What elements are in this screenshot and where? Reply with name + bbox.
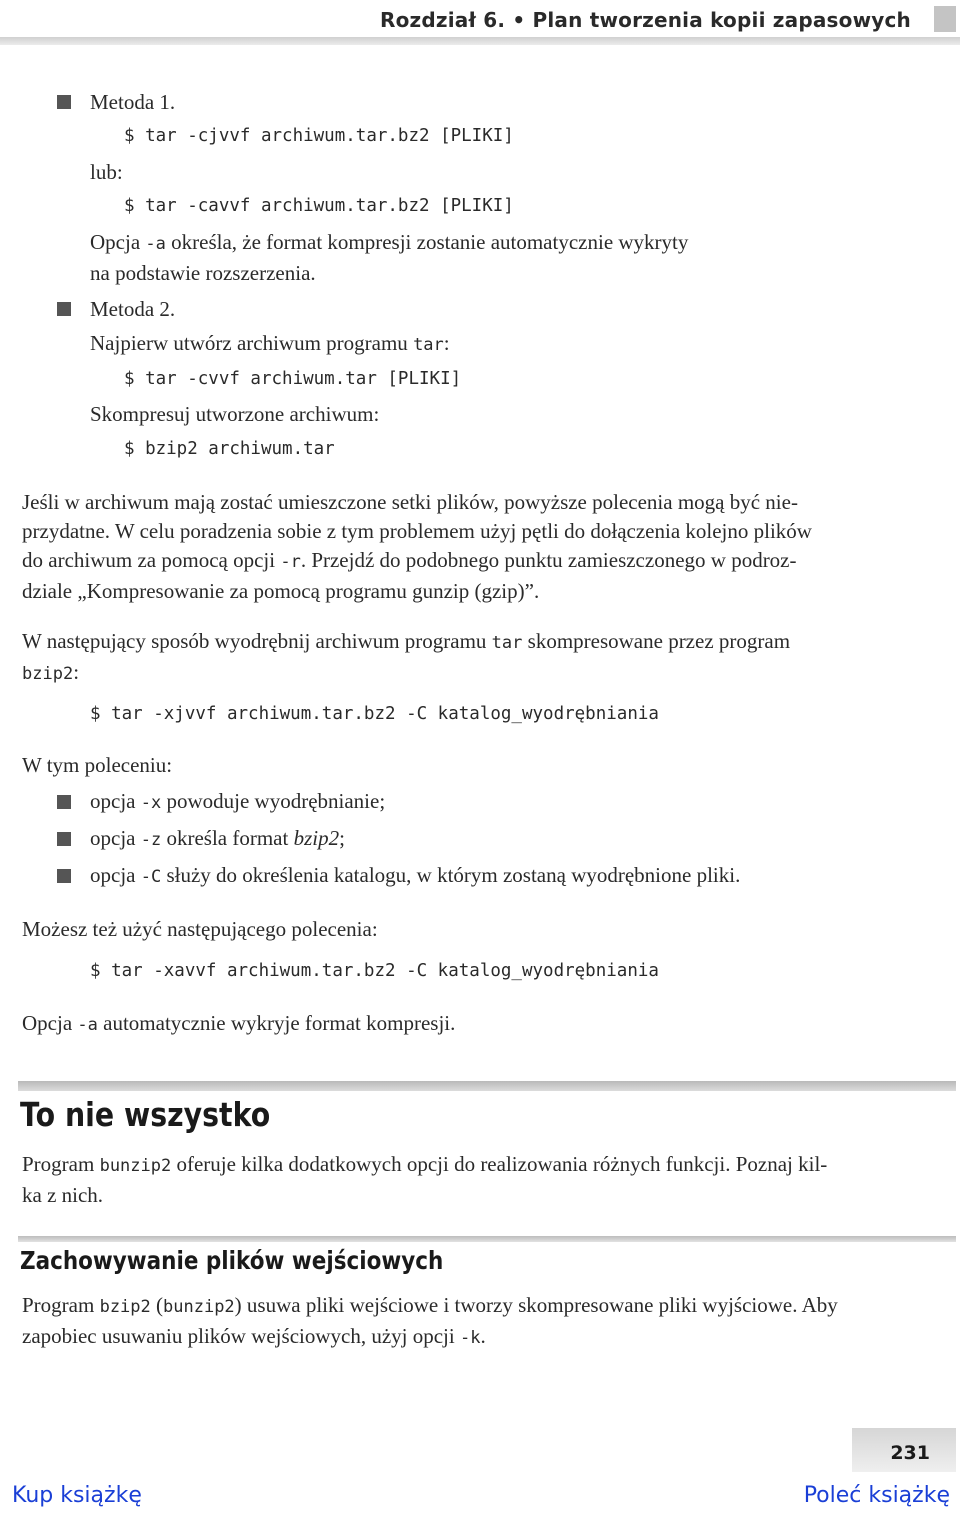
method2-label: Metoda 2. bbox=[90, 297, 176, 321]
text: na podstawie rozszerzenia. bbox=[90, 261, 316, 285]
bullet-square-icon bbox=[57, 832, 71, 846]
text: skompresowane przez program bbox=[522, 629, 791, 653]
subsection-paragraph bbox=[22, 1291, 954, 1353]
method1-command-b: $ tar -cavvf archiwum.tar.bz2 [PLIKI] bbox=[124, 196, 514, 216]
text: dziale „Kompresowanie za pomocą programu gunzip (gzip)”. bbox=[22, 579, 540, 603]
header-tab-marker bbox=[934, 6, 956, 32]
method1-label-text: Metoda 1. bbox=[90, 90, 176, 114]
program-code: bunzip2 bbox=[163, 1297, 235, 1317]
text: Najpierw utwórz archiwum programu bbox=[90, 331, 414, 355]
section-rule bbox=[18, 1081, 956, 1091]
text: Program bbox=[22, 1293, 100, 1317]
text: opcja bbox=[90, 863, 141, 887]
paragraph-extract bbox=[22, 627, 954, 689]
text: oferuje kilka dodatkowych opcji do realizowania różnych funkcji. Poznaj kil- bbox=[171, 1152, 828, 1176]
method1-note bbox=[90, 228, 688, 288]
format-name: bzip2 bbox=[293, 826, 340, 850]
text: . bbox=[480, 1324, 486, 1348]
option-code: -C bbox=[140, 867, 162, 887]
text: powoduje wyodrębnianie; bbox=[161, 789, 386, 813]
running-header bbox=[0, 0, 960, 46]
program-code: tar bbox=[491, 633, 523, 653]
text: . Przejdź do podobnego punktu zamieszczonego w podroz- bbox=[300, 548, 797, 572]
option-code: -a bbox=[145, 234, 166, 254]
alt-command-intro: Możesz też użyć następującego polecenia: bbox=[22, 917, 378, 941]
extract-command: $ tar -xjvvf archiwum.tar.bz2 -C katalog_wyodrębniania bbox=[90, 704, 659, 724]
recommend-book-link[interactable]: Poleć książkę bbox=[803, 1483, 950, 1508]
text: przydatne. W celu poradzenia sobie z tym problemem użyj pętli do dołączenia kolejno plików bbox=[22, 519, 812, 543]
method2-command-b: $ bzip2 archiwum.tar bbox=[124, 439, 335, 459]
text: określa format bbox=[161, 826, 294, 850]
bullet-square-icon bbox=[57, 869, 71, 883]
subsection-heading: Zachowywanie plików wejściowych bbox=[20, 1246, 444, 1275]
options-intro: W tym poleceniu: bbox=[22, 753, 173, 777]
subsection-rule bbox=[18, 1236, 956, 1242]
alt-extract-command: $ tar -xavvf archiwum.tar.bz2 -C katalog_wyodrębniania bbox=[90, 961, 659, 981]
section-heading: To nie wszystko bbox=[20, 1095, 271, 1134]
text: do archiwum za pomocą opcji bbox=[22, 548, 281, 572]
option-code: -r bbox=[280, 552, 301, 572]
chapter-title: Rozdział 6. • Plan tworzenia kopii zapasowych bbox=[379, 8, 911, 32]
method2-step2: Skompresuj utworzone archiwum: bbox=[90, 402, 380, 426]
option-c-item bbox=[90, 861, 740, 892]
buy-book-link[interactable]: Kup książkę bbox=[12, 1483, 142, 1508]
program-code: bunzip2 bbox=[99, 1156, 172, 1176]
option-code: -a bbox=[77, 1015, 98, 1035]
text: ka z nich. bbox=[22, 1183, 104, 1207]
bullet-square-icon bbox=[57, 795, 71, 809]
program-code: bzip2 bbox=[99, 1297, 151, 1317]
bullet-square-icon bbox=[57, 95, 71, 109]
text: : bbox=[443, 331, 450, 355]
method2-command-a: $ tar -cvvf archiwum.tar [PLIKI] bbox=[124, 369, 462, 389]
option-code: -x bbox=[140, 793, 162, 813]
text: automatycznie wykryje format kompresji. bbox=[97, 1011, 456, 1035]
section-paragraph bbox=[22, 1150, 954, 1210]
text: : bbox=[73, 660, 80, 684]
text: ) usuwa pliki wejściowe i tworzy skompresowane pliki wyjściowe. Aby bbox=[234, 1293, 838, 1317]
method1-label bbox=[90, 88, 175, 117]
option-z-item bbox=[90, 824, 345, 855]
text: opcja bbox=[90, 826, 141, 850]
method1-command-a: $ tar -cjvvf archiwum.tar.bz2 [PLIKI] bbox=[124, 126, 514, 146]
text: zapobiec usuwaniu plików wejściowych, użyj opcji bbox=[22, 1324, 460, 1348]
text: opcja bbox=[90, 789, 141, 813]
header-rule bbox=[0, 37, 960, 45]
option-x-item bbox=[90, 787, 385, 818]
text: W następujący sposób wyodrębnij archiwum programu bbox=[22, 629, 492, 653]
text: Opcja bbox=[22, 1011, 78, 1035]
paragraph-loop-note bbox=[22, 488, 954, 606]
alt-command-note bbox=[22, 1009, 455, 1040]
method2-step1 bbox=[90, 329, 450, 360]
method1-or: lub: bbox=[90, 160, 123, 184]
program-code: bzip2 bbox=[22, 664, 74, 684]
text: Jeśli w archiwum mają zostać umieszczone setki plików, powyższe polecenia mogą być nie- bbox=[22, 490, 798, 514]
text: Opcja bbox=[90, 230, 146, 254]
option-code: -z bbox=[140, 830, 162, 850]
text: ( bbox=[150, 1293, 164, 1317]
text: ; bbox=[339, 826, 345, 850]
text: służy do określenia katalogu, w którym zostaną wyodrębnione pliki. bbox=[161, 863, 741, 887]
text: Program bbox=[22, 1152, 100, 1176]
page-number: 231 bbox=[890, 1442, 930, 1464]
text: określa, że format kompresji zostanie automatycznie wykryty bbox=[165, 230, 689, 254]
program-code: tar bbox=[413, 335, 444, 355]
bullet-square-icon bbox=[57, 302, 71, 316]
option-code: -k bbox=[459, 1328, 481, 1348]
